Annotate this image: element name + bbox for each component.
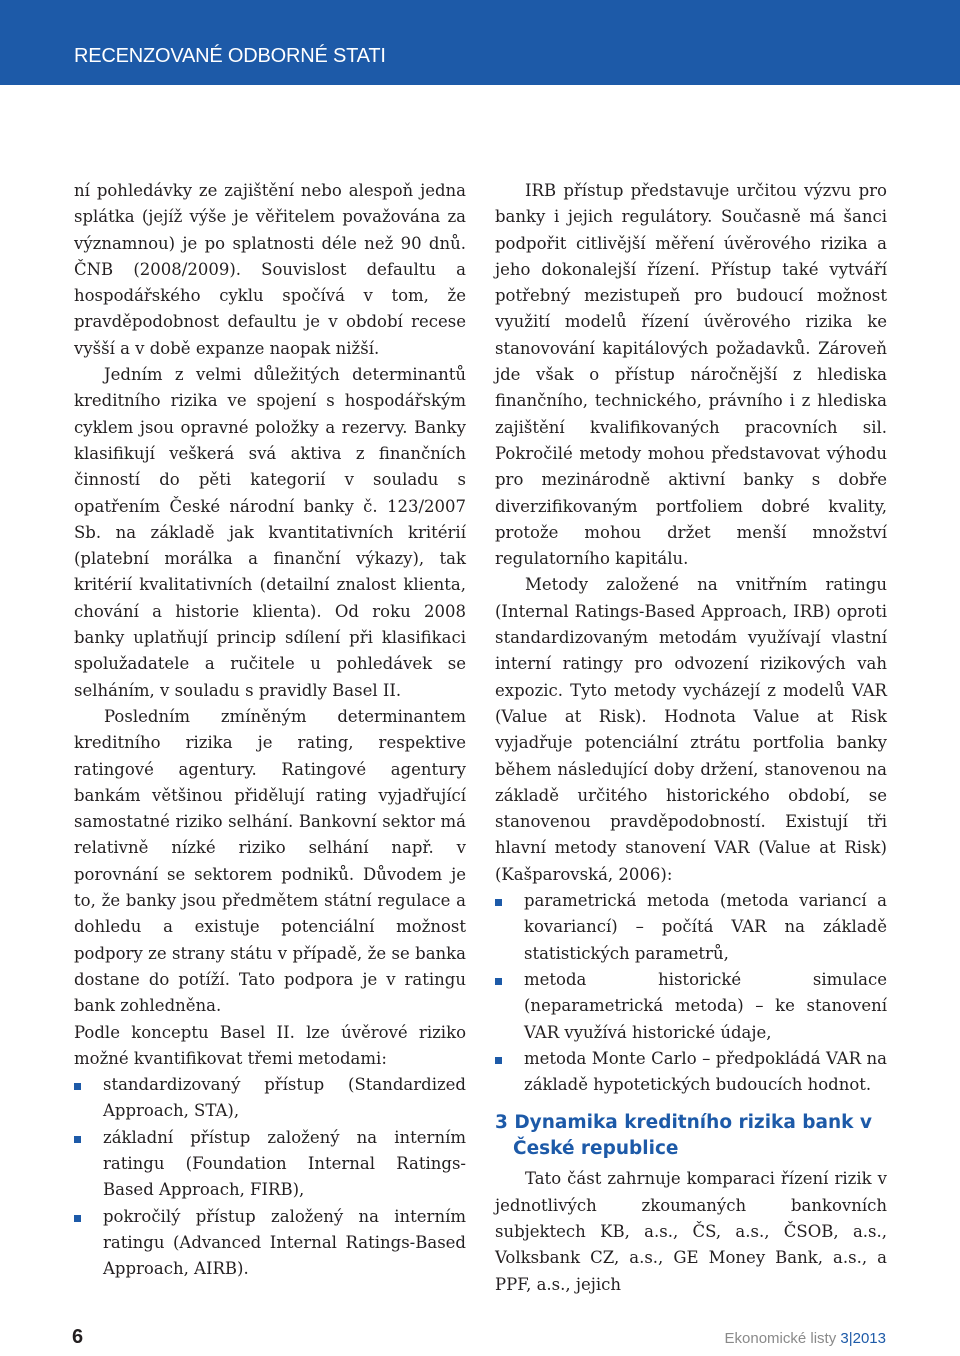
list-item: parametrická metoda (metoda variancí a kovariancí) – počítá VAR na základě statistických parametrů, — [495, 888, 887, 967]
page-number: 6 — [72, 1326, 84, 1348]
bullet-list — [74, 1072, 466, 1282]
right-column — [495, 178, 887, 1298]
left-column — [74, 178, 466, 1282]
list-item: metoda Monte Carlo – předpokládá VAR na základě hypotetických budoucích hodnot. — [495, 1046, 887, 1099]
footer-divider: | — [848, 1330, 853, 1347]
paragraph: Tato část zahrnuje komparaci řízení rizik v jednotlivých zkoumaných bankovních subjektech KB, a.s., ČS, a.s., ČSOB, a.s., Volksbank CZ, a.s., GE Money Bank, a.s., a PPF, a.s., jejich — [495, 1169, 887, 1294]
section-heading: 3 Dynamika kreditního rizika bank v České republice — [495, 1112, 872, 1160]
list-item: standardizovaný přístup (Standardized Approach, STA), — [74, 1072, 466, 1125]
list-item: základní přístup založený na interním ratingu (Foundation Internal Ratings-Based Approach, FIRB), — [74, 1125, 466, 1204]
section-title: RECENZOVANÉ ODBORNÉ STATI — [74, 45, 386, 67]
header-bar — [0, 0, 960, 85]
paragraph: Metody založené na vnitřním ratingu (Internal Ratings-Based Approach, IRB) oproti standardizovaným metodám využívají vlastní interní ratingy pro odvození rizikových vah expozic. Tyto metody vycházejí z modelů VAR (Value at Risk). Hodnota Value at Risk vyjadřuje potenciální ztrátu portfolia banky během následující doby držení, stanovenou na základě určitého historického období, se stanovenou pravděpodobností. Existují tři hlavní metody stanovení VAR (Value at Risk) (Kašparovská, 2006): — [495, 575, 887, 884]
issue-number: 3 — [840, 1330, 849, 1347]
paragraph: Posledním zmíněným determinantem kreditního rizika je rating, respektive ratingové agentury. Ratingové agentury bankám většinou přidělují rating vyjadřující samostatné riziko selhání. Bankovní sektor má relativně nízké riziko selhání např. v porovnání se sektorem podniků. Důvodem je to, že banky jsou předmětem státní regulace a dohledu a existuje potenciální možnost podpory ze strany státu v případě, že se banka dostane do potíží. Tato podpora je v ratingu bank zohledněna. — [74, 706, 466, 1016]
list-item: metoda historické simulace (neparametrická metoda) – ke stanovení VAR využívá historické údaje, — [495, 967, 887, 1046]
paragraph: Jedním z velmi důležitých determinantů kreditního rizika ve spojení s hospodářským cyklem jsou opravné položky a rezervy. Banky klasifikují veškerá svá aktiva z finančních činností do pěti kategorií v souladu s opatřením České národní banky č. 123/2007 Sb. na základě jak kvantitativních kritérií (platební morálka a finanční výkazy), tak kritérií kvalitativních (detailní znalost klienta, chování a historie klienta). Od roku 2008 banky uplatňují princip sdílení při klasifikaci spolužadatele a ručitele u pohledávek se selháním, v souladu s pravidly Basel II. — [74, 365, 466, 700]
paragraph: IRB přístup představuje určitou výzvu pro banky i jejich regulátory. Současně má šanci podpořit citlivější měření úvěrového rizika a jeho dokonalejší řízení. Přístup také vytváří potřebný mezistupeň pro budoucí možnost využití modelů řízení úvěrového rizika ke stanovování kapitálových požadavků. Zároveň jde však o přístup náročnější z hlediska finančního, technického, právního i z hlediska zajištění kvalifikovaných pracovních sil. Pokročilé metody mohou představovat výhodu pro mezinárodně aktivní banky s dobře diverzifikovaným portfoliem dobré kvality, protože mohou držet menší množství regulatorního kapitálu. — [495, 181, 887, 569]
list-item: pokročilý přístup založený na interním ratingu (Advanced Internal Ratings-Based Approach, AIRB). — [74, 1204, 466, 1283]
paragraph: ní pohledávky ze zajištění nebo alespoň jedna splátka (jejíž výše je věřitelem považována za významnou) je po splatnosti déle než 90 dnů. ČNB (2008/2009). Souvislost defaultu a hospodářského cyklu spočívá v tom, že pravděpodobnost defaultu je v období recese vyšší a v době expanze naopak nižší. — [74, 181, 466, 358]
paragraph: Podle konceptu Basel II. lze úvěrové riziko možné kvantifikovat třemi metodami: — [74, 1022, 466, 1068]
journal-footer — [725, 1330, 887, 1347]
journal-name: Ekonomické listy — [724, 1330, 837, 1347]
issue-year: 2013 — [852, 1330, 886, 1347]
bullet-list — [495, 888, 887, 1098]
